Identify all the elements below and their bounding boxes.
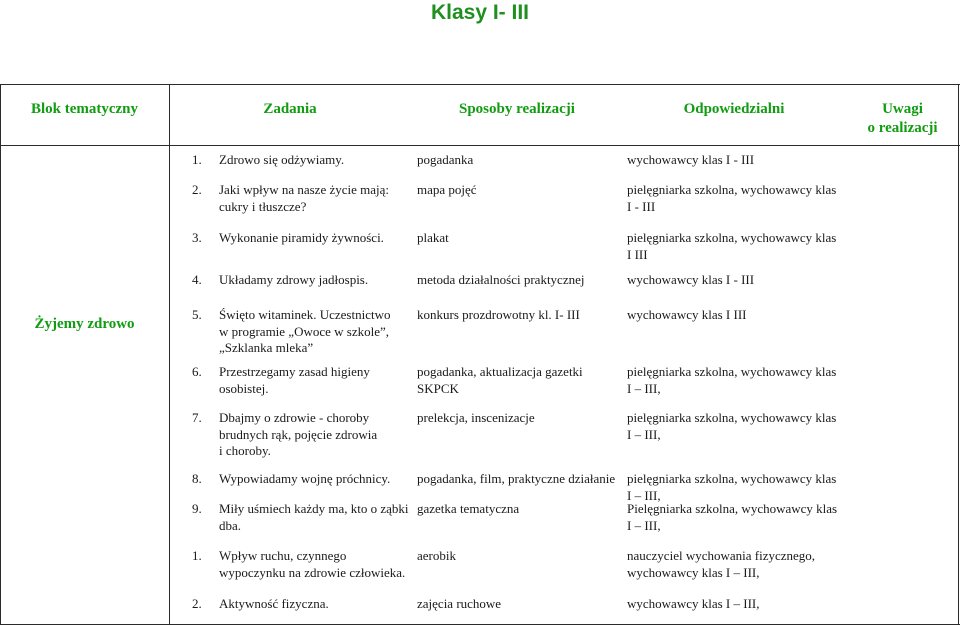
responsible-cell: nauczyciel wychowania fizycznego, wychowawcy klas I – III,: [627, 548, 816, 580]
method-cell: pogadanka, film, praktyczne działanie: [417, 471, 616, 486]
method-cell: konkurs prozdrowotny kl. I- III: [417, 307, 580, 322]
row-number: 9.: [192, 501, 202, 516]
row-number: 7.: [192, 410, 202, 425]
table-right-border: [958, 84, 959, 624]
task-cell: Miły uśmiech każdy ma, kto o ząbki dba.: [219, 501, 409, 533]
row-number: 2.: [192, 596, 202, 611]
responsible-cell: Pielęgniarka szkolna, wychowawcy klas I – III,: [627, 501, 838, 533]
method-cell: prelekcja, inscenizacje: [417, 410, 535, 425]
header-odpowiedzialni: Odpowiedzialni: [683, 101, 785, 117]
task-cell: Jaki wpływ na nasze życie mają: cukry i tłuszcze?: [219, 182, 390, 214]
task-cell: Wykonanie piramidy żywności.: [219, 230, 384, 245]
col-divider-1: [169, 84, 170, 624]
method-cell: pogadanka, aktualizacja gazetki SKPCK: [417, 364, 583, 396]
header-sposoby: Sposoby realizacji: [459, 101, 575, 117]
responsible-cell: pielęgniarka szkolna, wychowawcy klas I III: [627, 230, 837, 262]
header-zadania: Zadania: [263, 101, 317, 117]
task-cell: Aktywność fizyczna.: [219, 596, 329, 611]
table-left-border: [0, 84, 1, 624]
responsible-cell: wychowawcy klas I - III: [627, 272, 755, 287]
row-number: 3.: [192, 230, 202, 245]
method-cell: aerobik: [417, 548, 456, 563]
responsible-cell: pielęgniarka szkolna, wychowawcy klas I – III,: [627, 410, 837, 442]
method-cell: gazetka tematyczna: [417, 501, 520, 516]
row-number: 2.: [192, 182, 202, 197]
row-number: 1.: [192, 548, 202, 563]
task-cell: Wypowiadamy wojnę próchnicy.: [219, 471, 391, 486]
task-cell: Święto witaminek. Uczestnictwo w programie „Owoce w szkole”, „Szklanka mleka”: [219, 307, 391, 355]
responsible-cell: wychowawcy klas I – III,: [627, 596, 760, 611]
row-number: 1.: [192, 152, 202, 167]
method-cell: mapa pojęć: [417, 182, 477, 197]
responsible-cell: wychowawcy klas I - III: [627, 152, 755, 167]
task-cell: Układamy zdrowy jadłospis.: [219, 272, 369, 287]
row-number: 8.: [192, 471, 202, 486]
method-cell: pogadanka: [417, 152, 474, 167]
task-cell: Dbajmy o zdrowie - choroby brudnych rąk, pojęcie zdrowia i choroby.: [219, 410, 378, 458]
page-title: Klasy I- III: [430, 1, 530, 24]
method-cell: plakat: [417, 230, 449, 245]
task-cell: Przestrzegamy zasad higieny osobistej.: [219, 364, 370, 396]
row-number: 4.: [192, 272, 202, 287]
header-blok: Blok tematyczny: [30, 101, 139, 117]
row-number: 6.: [192, 364, 202, 379]
row-number: 5.: [192, 307, 202, 322]
responsible-cell: pielęgniarka szkolna, wychowawcy klas I – III,: [627, 364, 837, 396]
table-top-border: [0, 84, 960, 85]
method-cell: metoda działalności praktycznej: [417, 272, 585, 287]
method-cell: zajęcia ruchowe: [417, 596, 502, 611]
header-uwagi-line2: o realizacji: [867, 120, 938, 136]
responsible-cell: wychowawcy klas I III: [627, 307, 747, 322]
responsible-cell: pielęgniarka szkolna, wychowawcy klas I – III,: [627, 471, 837, 503]
task-cell: Wpływ ruchu, czynnego wypoczynku na zdrowie człowieka.: [219, 548, 406, 580]
group-label: Żyjemy zdrowo: [34, 316, 135, 332]
header-uwagi-line1: Uwagi: [882, 101, 923, 117]
task-cell: Zdrowo się odżywiamy.: [219, 152, 345, 167]
header-bottom-border: [0, 145, 960, 146]
responsible-cell: pielęgniarka szkolna, wychowawcy klas I - III: [627, 182, 837, 214]
